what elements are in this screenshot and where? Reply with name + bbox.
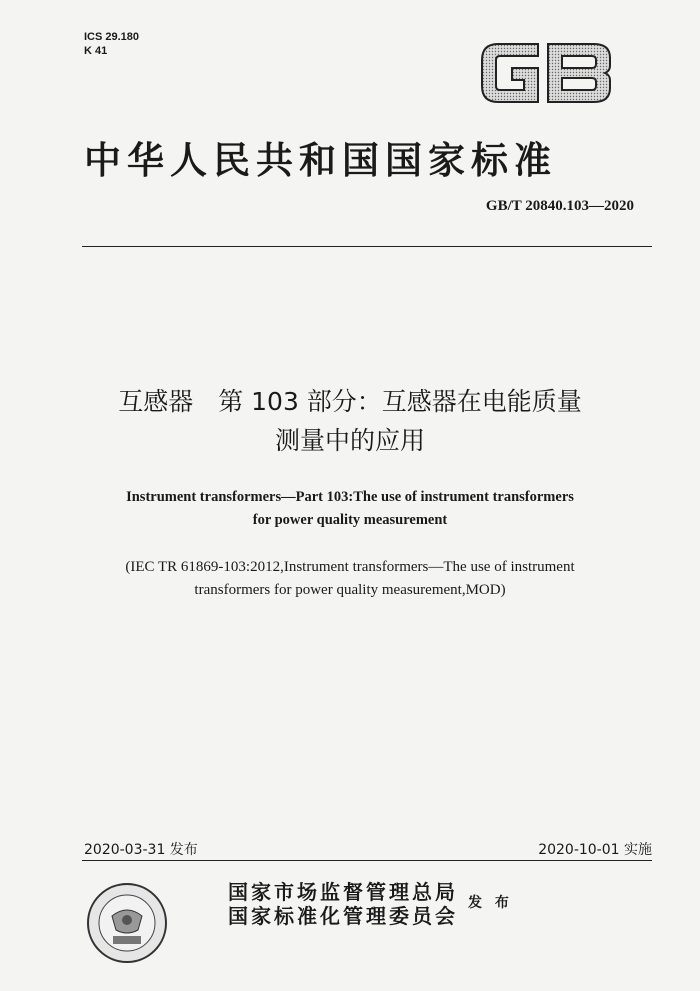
- chinese-title-line-1: 互感器 第 103 部分：互感器在电能质量: [118, 387, 582, 416]
- adoption-note-line-2: transformers for power quality measurement,MOD): [194, 582, 506, 598]
- english-title-line-1: Instrument transformers—Part 103:The use of instrument transformers: [126, 489, 574, 505]
- official-seal-icon: [86, 882, 168, 964]
- issuer-line-2: 国家标准化管理委员会: [228, 904, 458, 928]
- bottom-divider: [82, 860, 652, 861]
- ccs-code: K 41: [84, 45, 108, 57]
- classification-codes: [84, 30, 139, 58]
- publication-date: 2020-03-31 发布: [84, 842, 198, 858]
- standard-number: GB/T 20840.103—2020: [485, 198, 634, 214]
- adoption-note-line-1: (IEC TR 61869-103:2012,Instrument transformers—The use of instrument: [125, 559, 575, 575]
- implementation-date: 2020-10-01 实施: [538, 842, 652, 858]
- standard-type-heading: 中华人民共和国国家标准: [84, 138, 557, 182]
- gb-logo: [476, 38, 616, 108]
- chinese-title-line-2: 测量中的应用: [274, 426, 425, 455]
- top-divider: [82, 246, 652, 247]
- english-title-line-2: for power quality measurement: [252, 512, 448, 528]
- ics-code: ICS 29.180: [84, 31, 140, 43]
- issue-label: 发 布: [468, 895, 513, 911]
- issuer-line-1: 国家市场监督管理总局: [228, 880, 458, 904]
